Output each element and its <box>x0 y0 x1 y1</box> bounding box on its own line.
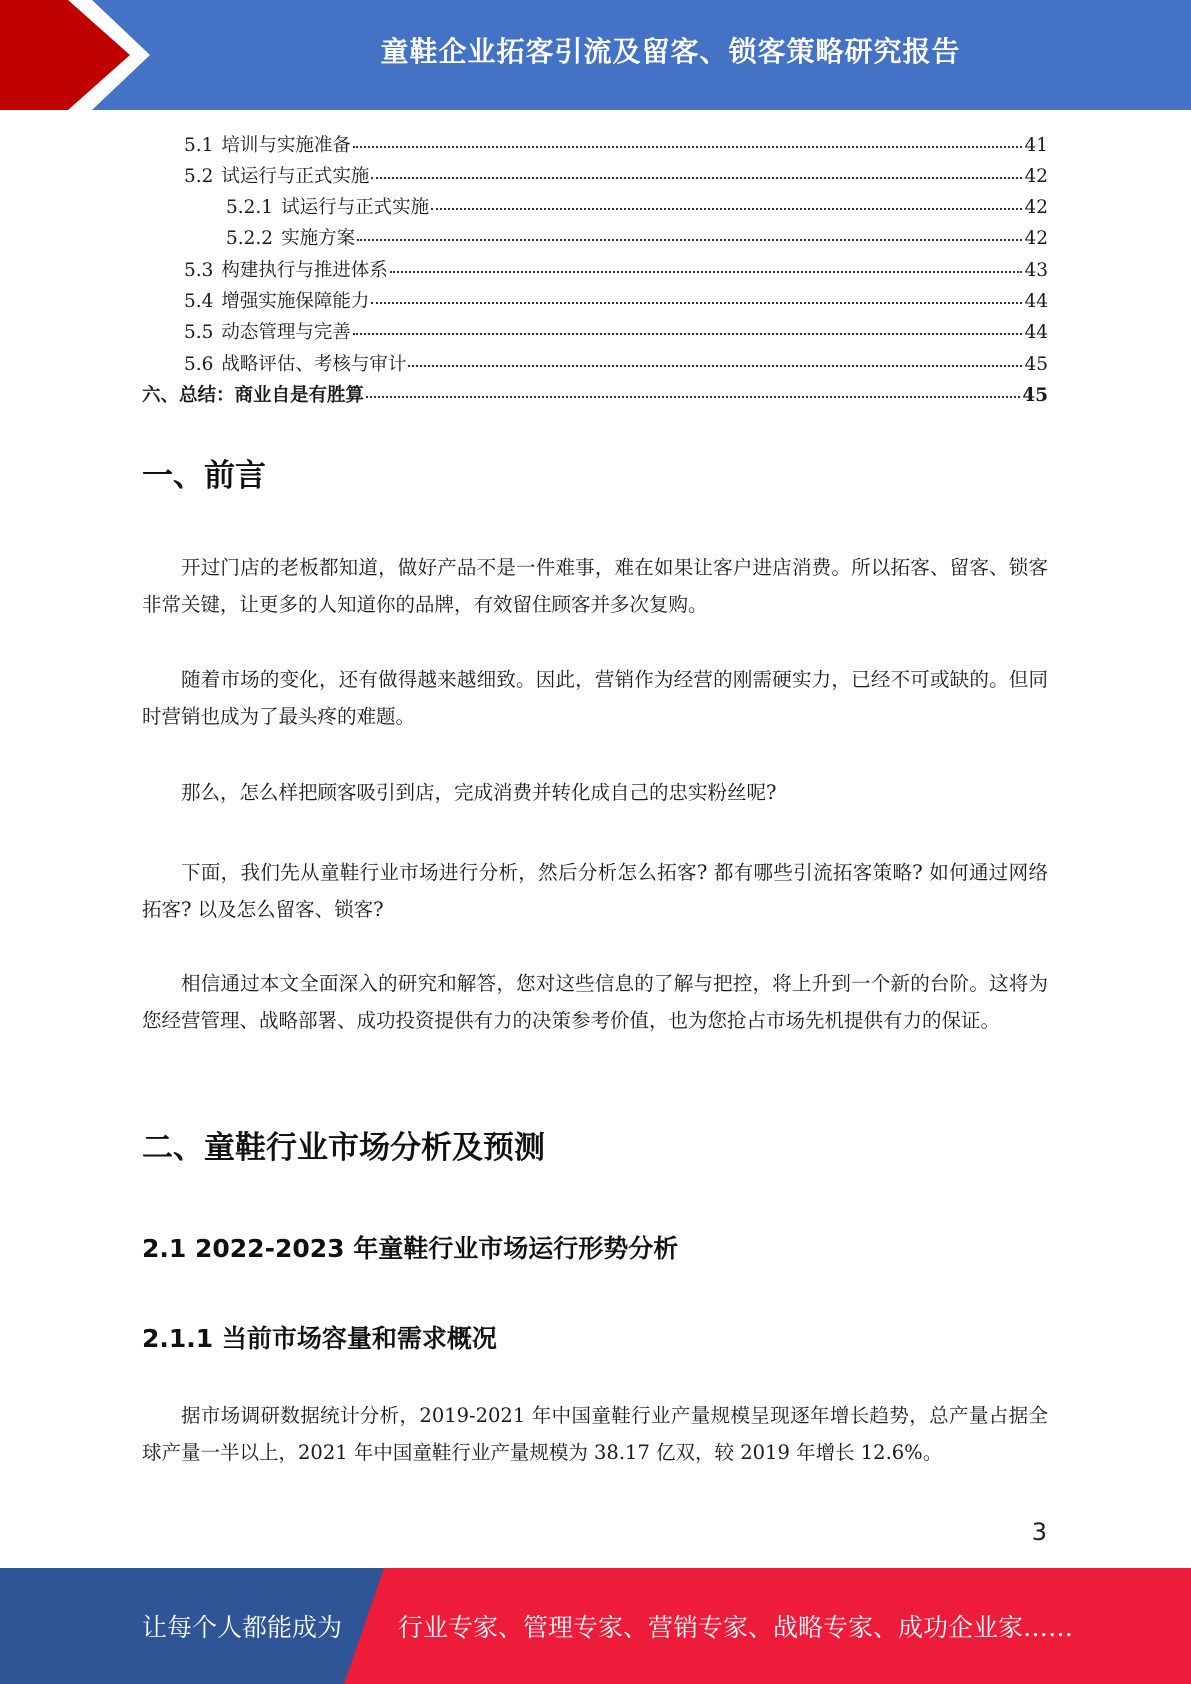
subsection-heading-2-1-1: 2.1.1 当前市场容量和需求概况 <box>142 1324 497 1353</box>
toc-entry-label: 实施方案 <box>281 228 356 250</box>
page-header <box>0 0 1191 110</box>
toc-entry-label: 动态管理与完善 <box>221 322 351 344</box>
toc-entry-label: 增强实施保障能力 <box>221 290 370 312</box>
paragraph-preface-2: 随着市场的变化，还有做得越来越细致。因此，营销作为经营的刚需硬实力，已经不可或缺的。但同时营销也成为了最头疼的难题。 <box>142 668 1048 728</box>
toc-entry-page: 42 <box>1024 197 1048 219</box>
toc-entry[interactable] <box>142 349 1048 380</box>
toc-entry-page: 43 <box>1024 259 1048 281</box>
section-heading-preface: 一、前言 <box>142 458 266 494</box>
toc-entry[interactable] <box>142 380 1048 411</box>
toc-entry-label: 六、总结：商业自是有胜算 <box>142 384 365 406</box>
toc-entry[interactable] <box>142 318 1048 349</box>
toc-entry-number: 5.3 <box>184 259 214 281</box>
toc-dot-leader <box>353 315 1023 336</box>
toc-entry[interactable] <box>142 224 1048 255</box>
toc-dot-leader <box>390 252 1023 273</box>
toc-dot-leader <box>366 377 1020 398</box>
toc-entry[interactable] <box>142 255 1048 286</box>
toc-entry-number: 5.2 <box>184 165 214 187</box>
toc-entry-page: 42 <box>1024 228 1048 250</box>
paragraph-preface-1: 开过门店的老板都知道，做好产品不是一件难事，难在如果让客户进店消费。所以拓客、留客、锁客非常关键，让更多的人知道你的品牌，有效留住顾客并多次复购。 <box>142 556 1048 616</box>
footer-slogan-right: 行业专家、管理专家、营销专家、战略专家、成功企业家…… <box>398 1613 1074 1642</box>
footer-slogan-left: 让每个人都能成为 <box>142 1613 343 1642</box>
toc-dot-leader <box>371 283 1022 304</box>
section-heading-market-analysis: 二、童鞋行业市场分析及预测 <box>142 1130 545 1166</box>
toc-dot-leader <box>371 158 1022 179</box>
toc-entry[interactable] <box>142 286 1048 317</box>
paragraph-market-capacity: 据市场调研数据统计分析，2019-2021 年中国童鞋行业产量规模呈现逐年增长趋势，总产量占据全球产量一半以上，2021 年中国童鞋行业产量规模为 38.17 亿双，较 2019 年增长 12.6%。 <box>142 1404 1048 1464</box>
toc-entry-label: 战略评估、考核与审计 <box>221 353 407 375</box>
toc-entry-number: 5.2.1 <box>226 197 274 219</box>
toc-entry-number: 5.6 <box>184 353 214 375</box>
page-footer <box>0 1568 1191 1684</box>
toc-entry-label: 试运行与正式实施 <box>221 165 370 187</box>
paragraph-preface-3: 那么，怎么样把顾客吸引到店，完成消费并转化成自己的忠实粉丝呢? <box>181 781 777 804</box>
toc-entry-label: 试运行与正式实施 <box>281 197 430 219</box>
toc-entry-page: 44 <box>1024 322 1048 344</box>
header-title: 童鞋企业拓客引流及留客、锁客策略研究报告 <box>380 35 961 68</box>
toc-entry-number: 5.1 <box>184 134 214 156</box>
toc-dot-leader <box>408 346 1022 367</box>
toc-entry-number: 5.5 <box>184 322 214 344</box>
toc-entry-page: 42 <box>1024 165 1048 187</box>
toc-dot-leader <box>357 221 1022 242</box>
toc-entry-label: 构建执行与推进体系 <box>221 259 388 281</box>
toc-entry-page: 45 <box>1024 353 1048 375</box>
toc-entry-number: 5.4 <box>184 290 214 312</box>
toc-dot-leader <box>431 190 1022 211</box>
toc-dot-leader <box>353 127 1023 148</box>
toc-entry-label: 培训与实施准备 <box>221 134 351 156</box>
toc-entry[interactable] <box>142 193 1048 224</box>
paragraph-preface-5: 相信通过本文全面深入的研究和解答，您对这些信息的了解与把控，将上升到一个新的台阶。这将为您经营管理、战略部署、成功投资提供有力的决策参考价值，也为您抢占市场先机提供有力的保证。 <box>142 972 1048 1032</box>
toc-entry-page: 41 <box>1024 134 1048 156</box>
paragraph-preface-4: 下面，我们先从童鞋行业市场进行分析，然后分析怎么拓客? 都有哪些引流拓客策略? 如何通过网络拓客? 以及怎么留客、锁客? <box>142 861 1048 921</box>
table-of-contents <box>142 130 1048 412</box>
toc-entry-page: 44 <box>1024 290 1048 312</box>
subsection-heading-2-1: 2.1 2022-2023 年童鞋行业市场运行形势分析 <box>142 1234 679 1263</box>
toc-entry[interactable] <box>142 130 1048 161</box>
toc-entry-number: 5.2.2 <box>226 228 274 250</box>
page-number: 3 <box>1031 1518 1047 1546</box>
toc-entry[interactable] <box>142 161 1048 192</box>
toc-entry-page: 45 <box>1022 384 1048 406</box>
